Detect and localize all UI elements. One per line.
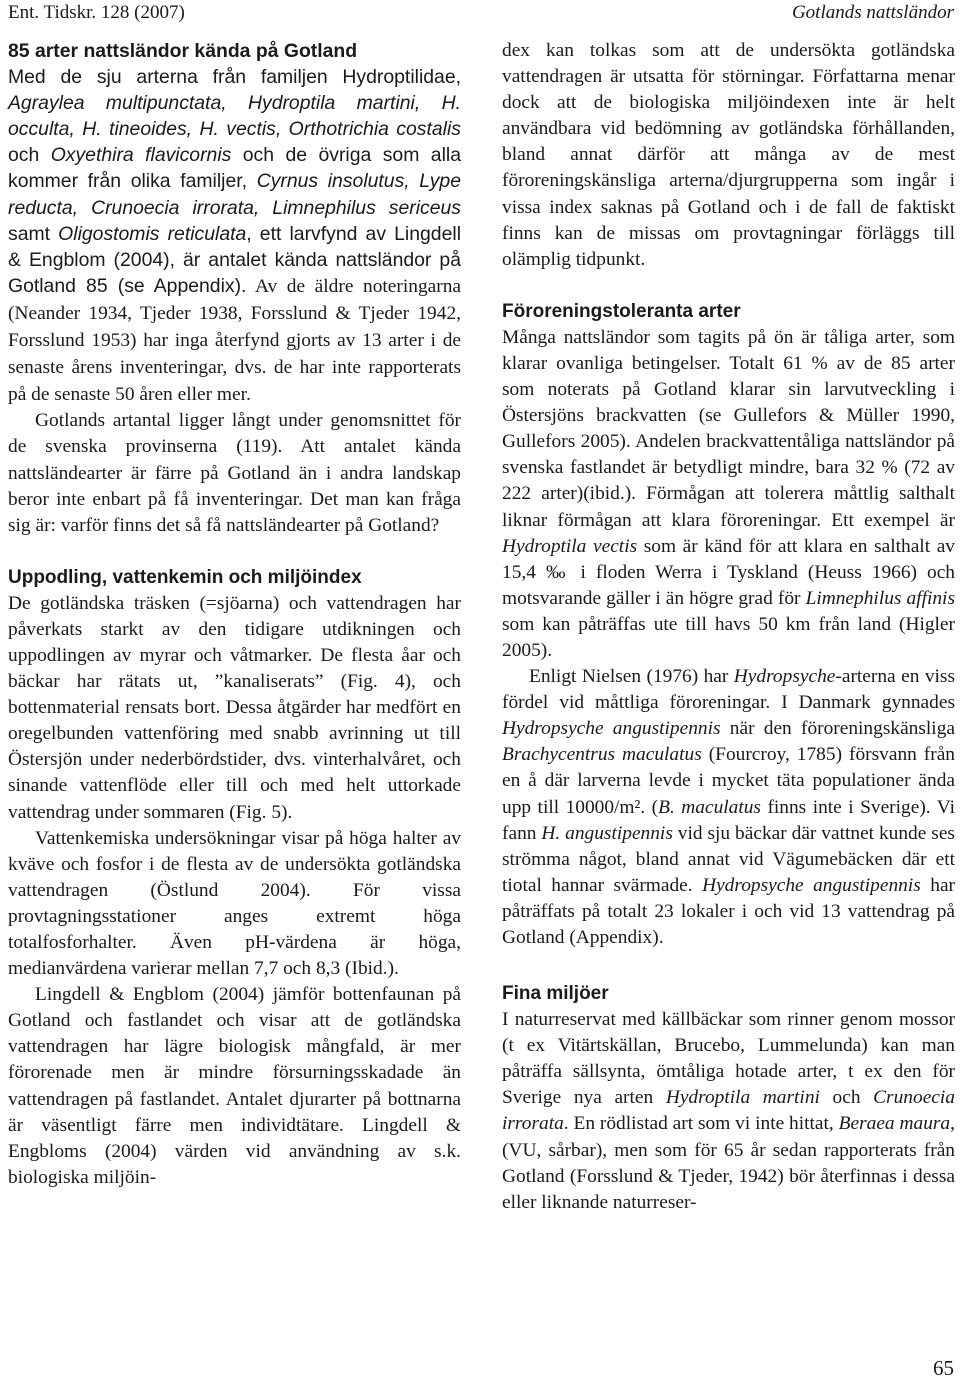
text-span: I naturreservat med källbäckar som rinner genom mossor (t ex Vitärtskällan, Brucebo, Lummelunda) kan man påträffa sällsynta, ömtåliga hotade arter, t ex den för Sverige nya arten	[502, 1009, 955, 1109]
text-span: finns inte i Sverige). Vi fann	[502, 796, 955, 844]
section-heading: Fina miljöer	[502, 983, 609, 1005]
text-span: samt	[8, 222, 59, 245]
species-name: Hydroptila vectis	[502, 535, 638, 557]
species-list: Cyrnus insolutus, Lype reducta, Crunoecia irrorata, Limnephilus sericeus	[8, 170, 461, 219]
text-span: Många nattsländor som tagits på ön är tåliga arter, som klarar ovanliga betingelser. Totalt 61 % av de 85 arter som noterats på Gotland klarar sin larvutveckling i Östersjöns brackvatten (se Gullefors & Müller 1990, Gullefors 2005). Andelen brackvattentåliga nattsländor på svenska fastlandet är betydligt mindre, bara 32 % (72 av 222 arter)(ibid.). Förmågan att tolerera måttlig salthalt liknar förmågan att klara föroreningar. Ett exempel är	[502, 326, 955, 531]
text-span: Av de äldre noteringarna (Neander 1934, Tjeder 1938, Forsslund & Tjeder 1942, Forsslund 1953) har inga återfynd gjorts av 13 arter i de senaste årens inventeringar, dvs. de har inte rapporterats på de senaste 50 åren eller mer.	[8, 275, 462, 406]
right-column	[502, 38, 955, 1216]
body-paragraph: Vattenkemiska undersökningar visar på höga halter av kväve och fosfor i de flesta av de undersökta gotländska vattendragen (Östlund 2004). För vissa provtagningsstationer anges extremt höga totalfosforhalter. Även pH-värdena är höga, medianvärdena varierar mellan 7,7 och 8,3 (Ibid.).	[8, 827, 461, 980]
species-name: Limnephilus affinis	[805, 587, 955, 609]
text-span: , (VU, sårbar), men som för 65 år sedan rapporterats från Gotland (Forsslund & Tjeder, 1942) bör återfinnas i dessa eller liknande naturreser-	[502, 1113, 955, 1213]
text-span: och	[8, 144, 51, 167]
species-name: Crunoecia irrorata	[502, 1087, 955, 1135]
text-span: och de övriga som alla kommer från olika familjer,	[8, 144, 461, 193]
species-name: Beraea maura	[838, 1113, 951, 1135]
page-number: 65	[933, 1356, 954, 1380]
body-paragraph: dex kan tolkas som att de undersökta gotländska vattendragen är utsatta för störningar. Författarna menar dock att de biologiska miljöindexen inte är helt användbara vid bedömning av gotländska förhållanden, bland annat därför att många av de mest föroreningskänsliga arterna/djurgrupperna som ingår i vissa index saknas på Gotland och i de fall de faktiskt finns kan de missas om provtagningar förläggs till olämplig tidpunkt.	[502, 40, 955, 270]
species-name: Oligostomis reticulata	[58, 222, 247, 245]
section-title: 85 arter nattsländor kända på Gotland	[8, 40, 358, 62]
section-heading: Uppodling, vattenkemin och miljöindex	[8, 566, 362, 588]
species-name: Hydropsyche angustipennis	[702, 874, 921, 896]
journal-citation: Ent. Tidskr. 128 (2007)	[8, 2, 185, 23]
text-span: . En rödlistad art som vi inte hittat,	[563, 1113, 839, 1135]
text-span: som är känd för att klara en salthalt av 15,4 ‰ i floden Werra i Tyskland (Heuss 1966) och motsvarande gäller i än högre grad för	[502, 535, 955, 609]
left-column	[8, 38, 461, 1191]
text-span: har påträffats på totalt 23 lokaler i och vid 13 vattendrag på Gotland (Appendix).	[502, 874, 956, 948]
text-span: vid sju bäckar där vattnet kunde ses strömma något, bland annat vid Vägumebäcken där ett tiotal hannar svärmade.	[502, 822, 955, 896]
intro-paragraph	[8, 38, 461, 408]
species-name: Hydropsyche angustipennis	[502, 718, 721, 740]
species-name: H. angustipennis	[541, 822, 673, 844]
text-span: Med de sju arterna från familjen Hydroptilidae,	[8, 66, 461, 89]
section-heading: Föroreningstoleranta arter	[502, 300, 741, 322]
species-name: Brachycentrus maculatus	[502, 744, 702, 766]
species-list: Agraylea multipunctata, Hydroptila martini, H. occulta, H. tineoides, H. vectis, Orthotrichia costalis	[8, 92, 461, 141]
body-paragraph	[502, 1007, 955, 1216]
species-name: Hydroptila martini	[665, 1087, 820, 1109]
text-span: som kan påträffas ute till havs 50 km från land (Higler 2005).	[502, 613, 955, 661]
text-span: Enligt Nielsen (1976) har	[529, 666, 734, 688]
running-header	[0, 0, 960, 30]
species-name: Oxyethira flavicornis	[50, 144, 232, 167]
body-paragraph: Lingdell & Engblom (2004) jämför bottenfaunan på Gotland och fastlandet och visar att de gotländska vattendragen har lägre biologisk mångfald, är mer förorenade men är mindre försurningsskadade än vattendragen på fastlandet. Antalet djurarter på bottnarna är väsentligt färre men individtätare. Lingdell & Engbloms (2004) värden vid användning av s.k. biologiska miljöin-	[8, 984, 461, 1188]
body-paragraph: Gotlands artantal ligger långt under genomsnittet för de svenska provinserna (119). Att antalet kända nattsländearter är färre på Gotland än i andra landskap beror inte enbart på få inventeringar. Det man kan fråga sig är: varför finns det så få nattsländearter på Gotland?	[8, 410, 461, 536]
species-name: Hydropsyche	[733, 666, 836, 688]
text-span: -arterna en viss fördel vid måttliga föroreningar. I Danmark gynnades	[502, 666, 955, 714]
text-span: när den föroreningskänsliga	[720, 718, 955, 740]
text-span: och	[819, 1087, 874, 1109]
body-paragraph	[502, 325, 955, 664]
species-name: B. maculatus	[658, 796, 761, 818]
text-span: (Fourcroy, 1785) försvann från en å där larverna levde i mycket täta populationer ända upp till 10000/m². (	[502, 744, 956, 818]
body-paragraph: De gotländska träsken (=sjöarna) och vattendragen har påverkats starkt av den tidigare utdikningen och uppodlingen av myrar och våtmarker. De flesta åar och bäckar har rätats ut, ”kanaliserats” (Fig. 4), och bottenmaterial rensats bort. Dessa åtgärder har medfört en oregelbunden vattenföring med snabb avrinning ut till Östersjön under nederbördstider, dvs. vinterhalvåret, och sinande vattenflöde eller till och med helt uttorkade vattendrag under sommaren (Fig. 5).	[8, 592, 461, 823]
running-title: Gotlands nattsländor	[791, 2, 954, 23]
body-paragraph	[502, 664, 955, 951]
text-span: , ett larvfynd av Lingdell & Engblom (2004), är antalet kända nattsländor på Gotland 85 (se Appendix).	[8, 222, 461, 297]
